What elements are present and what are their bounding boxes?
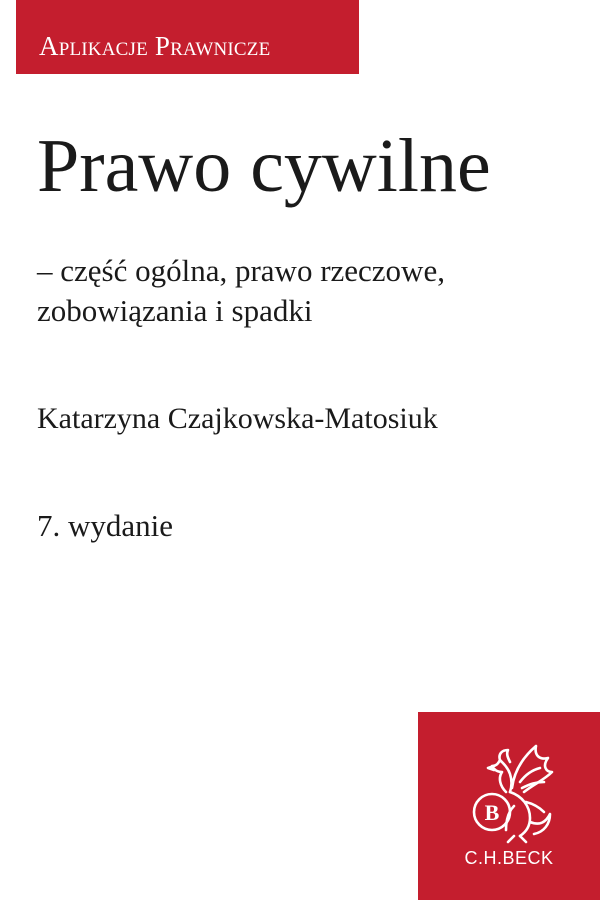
publisher-block [418,712,600,900]
logo-letter: B [484,800,500,825]
subtitle-line-2: zobowiązania i spadki [37,293,313,328]
griffin-icon [464,742,556,846]
book-subtitle [37,251,445,331]
book-author: Katarzyna Czajkowska-Matosiuk [37,402,438,435]
book-title: Prawo cywilne [37,124,491,208]
subtitle-line-1: – część ogólna, prawo rzeczowe, [37,253,445,288]
book-edition: 7. wydanie [37,508,174,543]
publisher-name: C.H.BECK [464,848,554,868]
series-label: Aplikacje Prawnicze [39,31,271,61]
